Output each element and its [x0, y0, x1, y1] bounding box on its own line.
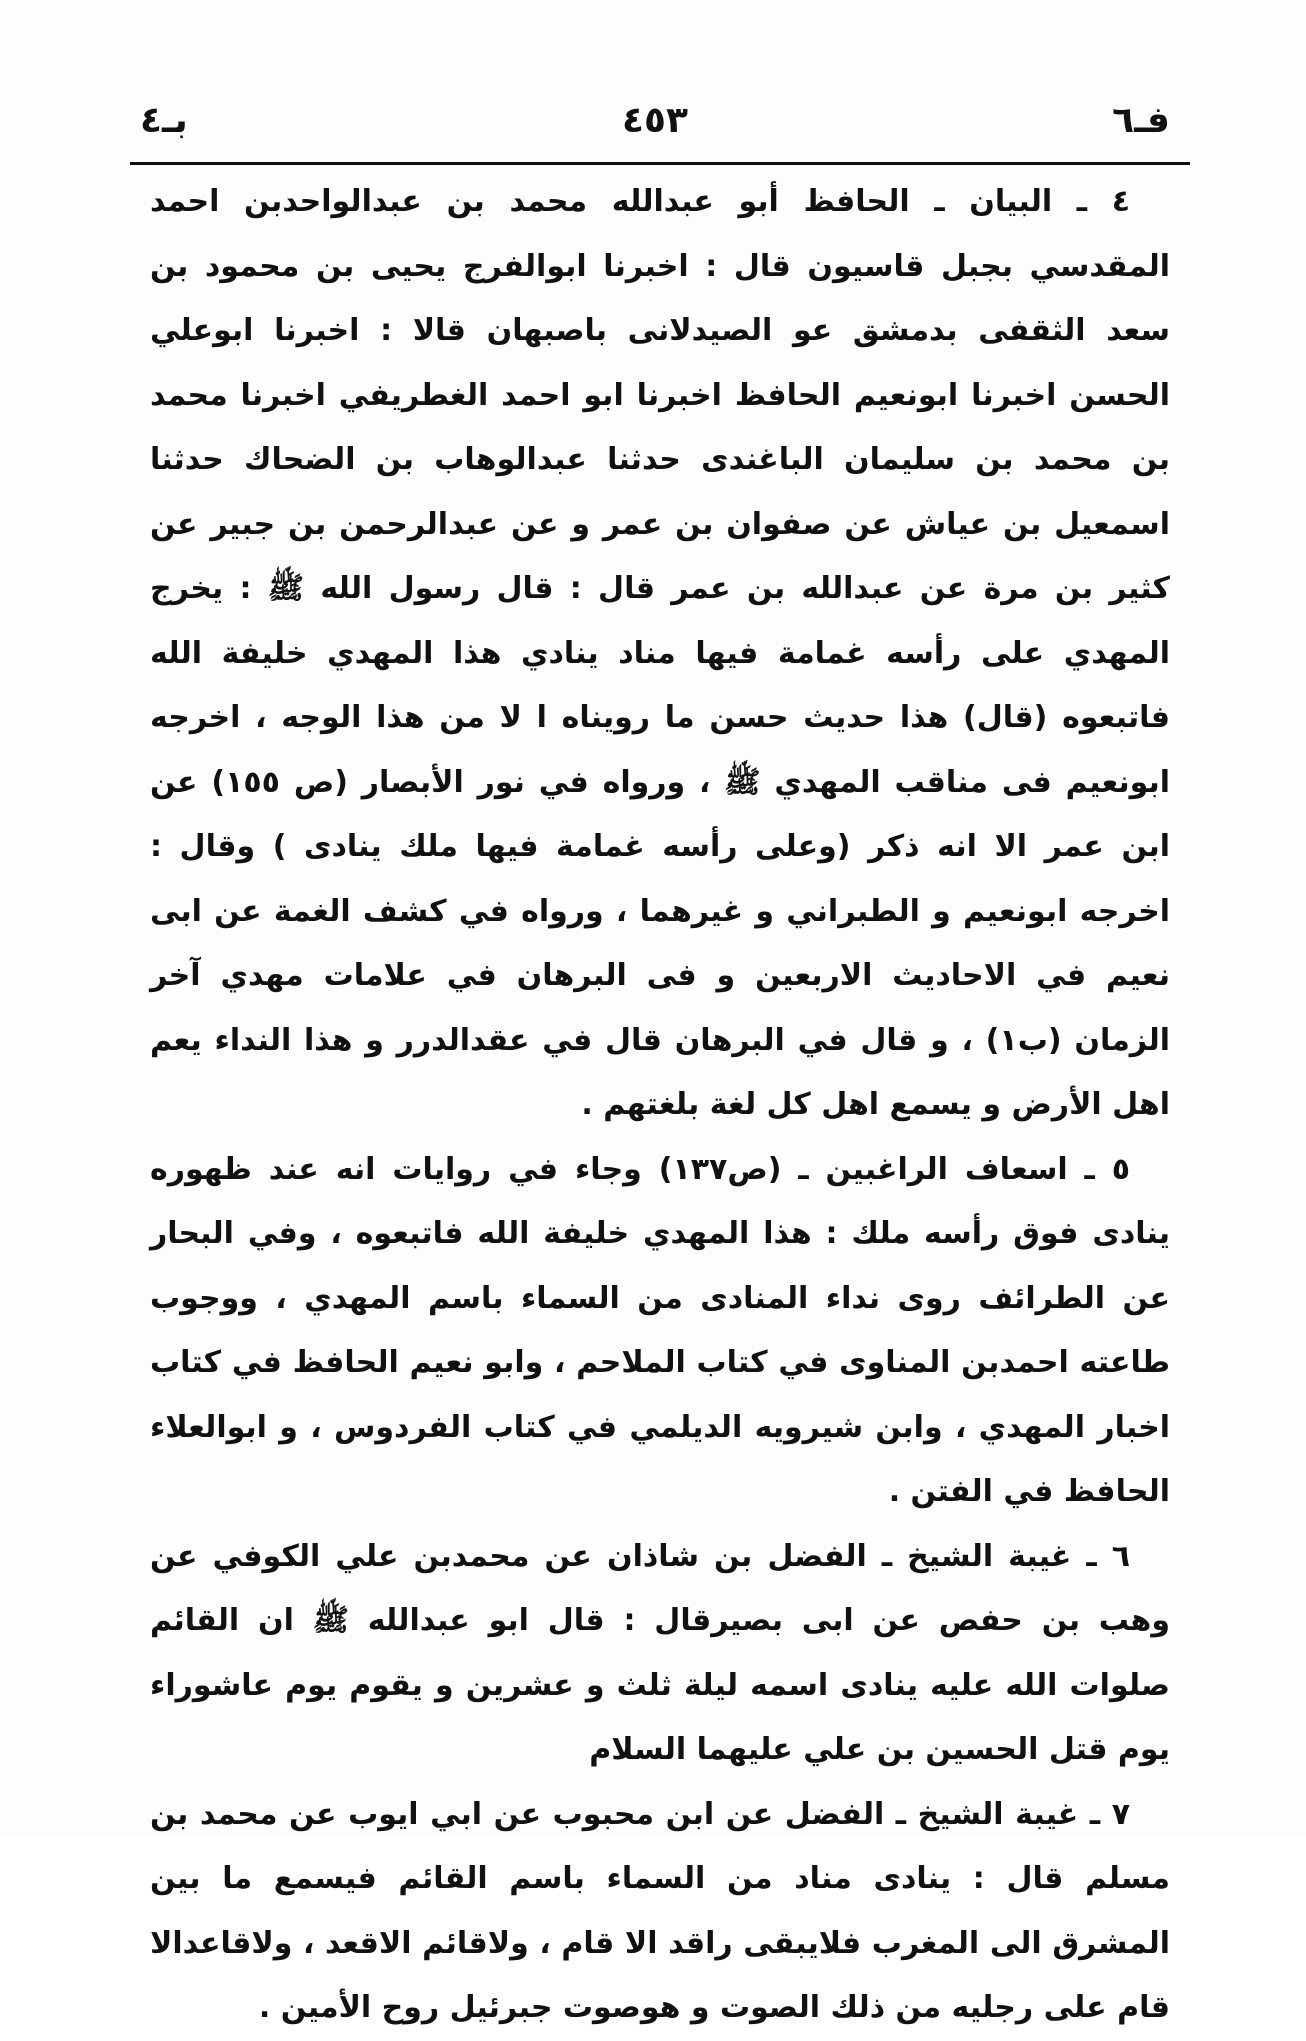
page-number: ٤٥٣ [622, 100, 688, 141]
page-body [150, 170, 1170, 2041]
paragraph-5: ٥ ـ اسعاف الراغبين ـ (ص١٣٧) وجاء في روايات انه عند ظهوره ينادى فوق رأسه ملك : هذا المهدي خليفة الله فاتبعوه ، وفي البحار عن الطرائف روى نداء المنادى من السماء باسم المهدي ، ووجوب طاعته احمدبن المناوى في كتاب الملاحم ، وابو نعيم الحافظ في كتاب اخبار المهدي ، وابن شيرويه الديلمي في كتاب الفردوس ، و ابوالعلاء الحافظ في الفتن . [150, 1151, 1170, 1509]
header-divider [130, 162, 1190, 165]
header-right-label: فـ٦ [1112, 100, 1170, 141]
page-header [140, 100, 1170, 160]
paragraph-4: ٤ ـ البيان ـ الحافظ أبو عبدالله محمد بن عبدالواحدبن احمد المقدسي بجبل قاسيون قال : اخبرنا ابوالفرج يحيى بن محمود بن سعد الثقفى بدمشق عو الصيدلانى باصبهان قالا : اخبرنا ابوعلي الحسن اخبرنا ابونعيم الحافظ اخبرنا ابو احمد الغطريفي اخبرنا محمد بن محمد بن سليمان الباغندى حدثنا عبدالوهاب بن الضحاك حدثنا اسمعيل بن عياش عن صفوان بن عمر و عن عبدالرحمن بن جبير عن كثير بن مرة عن عبدالله بن عمر قال : قال رسول الله ﷺ : يخرج المهدي على رأسه غمامة فيها مناد ينادي هذا المهدي خليفة الله فاتبعوه (قال) هذا حديث حسن ما رويناه ا لا من هذا الوجه ، اخرجه ابونعيم فى مناقب المهدي ﷺ ، ورواه في نور الأبصار (ص ١٥٥) عن ابن عمر الا انه ذكر (وعلى رأسه غمامة فيها ملك ينادى ) وقال : اخرجه ابونعيم و الطبراني و غيرهما ، ورواه في كشف الغمة عن ابى نعيم في الاحاديث الاربعين و فى البرهان في علامات مهدي آخر الزمان (ب١) ، و قال في البرهان قال في عقدالدرر و هذا النداء يعم اهل الأرض و يسمع اهل كل لغة بلغتهم . [150, 184, 1170, 1122]
paragraph-7: ٧ ـ غيبة الشيخ ـ الفضل عن ابن محبوب عن ابي ايوب عن محمد بن مسلم قال : ينادى مناد من السماء باسم القائم فيسمع ما بين المشرق الى المغرب فلايبقى راقد الا قام ، ولاقائم الاقعد ، ولاقاعدالا قام على رجليه من ذلك الصوت و هوصوت جبرئيل روح الأمين . [150, 1796, 1170, 2025]
paragraph-6: ٦ ـ غيبة الشيخ ـ الفضل بن شاذان عن محمدبن علي الكوفي عن وهب بن حفص عن ابى بصيرقال : قال ابو عبدالله ﷺ ان القائم صلوات الله عليه ينادى اسمه ليلة ثلث و عشرين و يقوم يوم عاشوراء يوم قتل الحسين بن علي عليهما السلام [150, 1538, 1170, 1767]
header-left-label: بـ٤ [140, 100, 188, 141]
